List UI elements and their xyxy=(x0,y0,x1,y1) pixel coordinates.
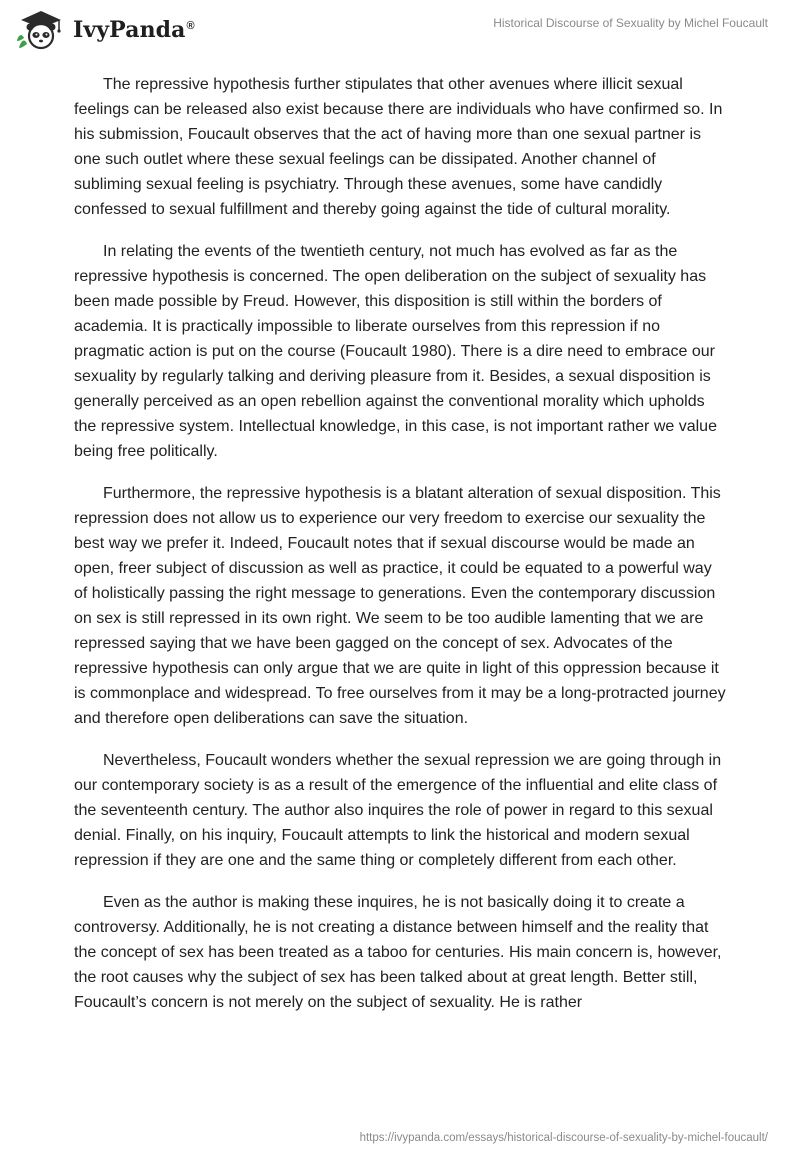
essay-body xyxy=(74,72,726,1032)
paragraph: Furthermore, the repressive hypothesis is a blatant alteration of sexual disposition. This repression does not allow us to experience our very freedom to exercise our sexuality the best way we prefer it. Indeed, Foucault notes that if sexual discourse would be made an open, freer subject of discussion as well as practice, it could be equated to a powerful way of holistically passing the right message to generations. Even the contemporary discussion on sex is still repressed in its own right. We seem to be too audible lamenting that we are repressed saying that we have been gagged on the concept of sex. Advocates of the repressive hypothesis can only argue that we are quite in light of this oppression because it is commonplace and widespread. To free ourselves from it may be a long-protracted journey and therefore open deliberations can save the situation. xyxy=(74,485,726,727)
ivypanda-logo[interactable] xyxy=(15,8,195,52)
page-header xyxy=(0,0,800,60)
paragraph: Nevertheless, Foucault wonders whether the sexual repression we are going through in our contemporary society is as a result of the emergence of the influential and elite class of the seventeenth century. The author also inquires the role of power in regard to this sexual denial. Finally, on his inquiry, Foucault attempts to link the historical and modern sexual repression if they are one and the same thing or completely different from each other. xyxy=(74,752,722,869)
document-title: Historical Discourse of Sexuality by Michel Foucault xyxy=(493,16,768,30)
panda-graduate-icon xyxy=(15,8,67,52)
registered-mark: ® xyxy=(186,19,195,32)
logo-name: IvyPanda xyxy=(73,17,186,43)
paragraph: The repressive hypothesis further stipulates that other avenues where illicit sexual feelings can be released also exist because there are individuals who have confirmed so. In his submission, Foucault observes that the act of having more than one sexual partner is one such outlet where these sexual feelings can be dissipated. Another channel of subliming sexual feeling is psychiatry. Through these avenues, some have candidly confessed to sexual fulfillment and thereby going against the tide of cultural morality. xyxy=(74,76,723,218)
source-url-link[interactable]: https://ivypanda.com/essays/historical-discourse-of-sexuality-by-michel-foucault/ xyxy=(359,1132,768,1144)
paragraph: Even as the author is making these inquires, he is not basically doing it to create a controversy. Additionally, he is not creating a distance between himself and the reality that the concept of sex has been treated as a taboo for centuries. His main concern is, however, the root causes why the subject of sex has been talked about at great length. Better still, Foucault’s concern is not merely on the subject of sexuality. He is rather xyxy=(74,894,722,1011)
paragraph: In relating the events of the twentieth century, not much has evolved as far as the repressive hypothesis is concerned. The open deliberation on the subject of sexuality has been made possible by Freud. However, this disposition is still within the borders of academia. It is practically impossible to liberate ourselves from this repression if no pragmatic action is put on the course (Foucault 1980). There is a dire need to embrace our sexuality by regularly talking and deriving pleasure from it. Besides, a sexual disposition is generally perceived as an open rebellion against the conventional morality which upholds the repressive system. Intellectual knowledge, in this case, is not important rather we value being free politically. xyxy=(74,243,717,460)
logo-wordmark xyxy=(73,17,195,43)
